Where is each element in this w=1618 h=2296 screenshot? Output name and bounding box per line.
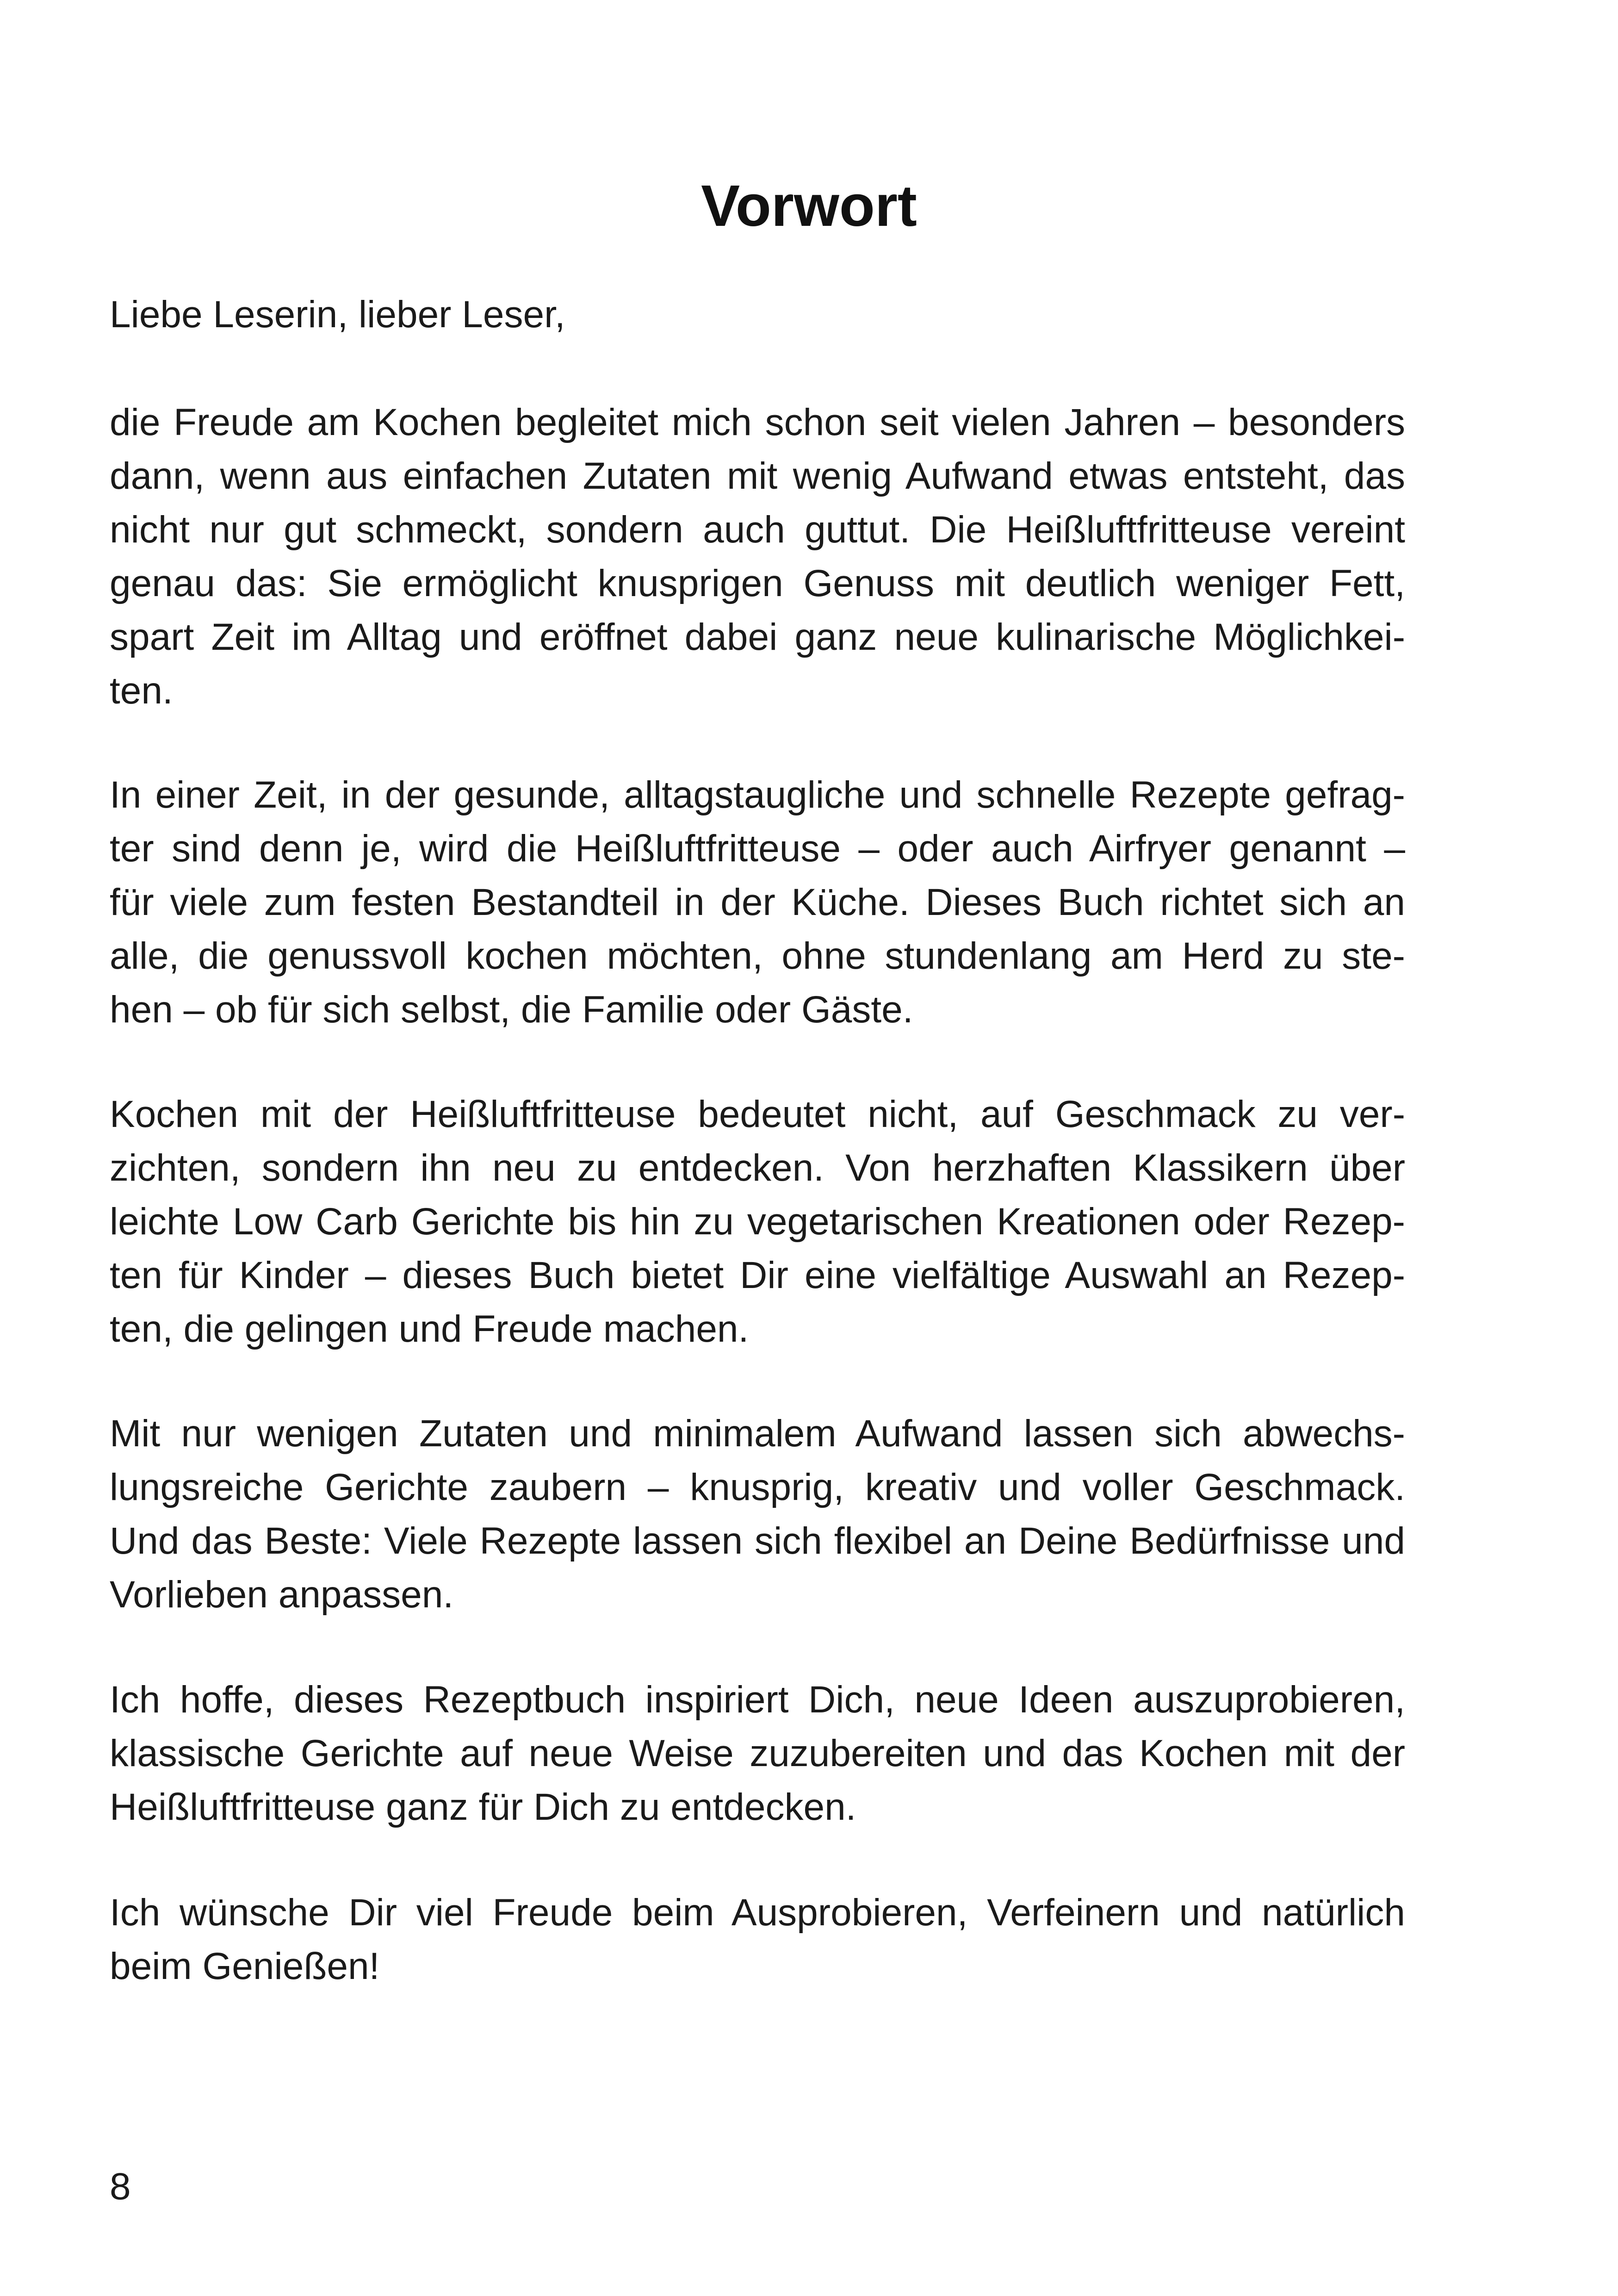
paragraph-line: In einer Zeit, in der gesunde, alltagstaugliche und schnelle Rezepte gefrag-: [110, 774, 1405, 816]
paragraph-line: Heißluftfritteuse ganz für Dich zu entdecken.: [110, 1786, 856, 1828]
paragraph-line: ter sind denn je, wird die Heißluftfritteuse – oder auch Airfryer genannt –: [110, 828, 1405, 870]
paragraph-line: Ich hoffe, dieses Rezeptbuch inspiriert Dich, neue Ideen auszuprobieren,: [110, 1679, 1405, 1721]
paragraph-line: Und das Beste: Viele Rezepte lassen sich flexibel an Deine Bedürfnisse und: [110, 1520, 1405, 1562]
paragraph-line: beim Genießen!: [110, 1945, 380, 1987]
paragraph-line: klassische Gerichte auf neue Weise zuzubereiten und das Kochen mit der: [110, 1732, 1405, 1774]
paragraph-4: [110, 1407, 1405, 1622]
page-title: Vorwort: [701, 173, 917, 238]
paragraph-6: [110, 1886, 1405, 1993]
paragraph-line: für viele zum festen Bestandteil in der Küche. Dieses Buch richtet sich an: [110, 881, 1405, 923]
page-number: 8: [110, 2165, 131, 2208]
paragraph-line: Kochen mit der Heißluftfritteuse bedeutet nicht, auf Geschmack zu ver-: [110, 1093, 1405, 1135]
paragraph-line: Vorlieben anpassen.: [110, 1574, 454, 1616]
paragraph-line: Ich wünsche Dir viel Freude beim Ausprobieren, Verfeinern und natürlich: [110, 1892, 1405, 1934]
paragraph-line: leichte Low Carb Gerichte bis hin zu vegetarischen Kreationen oder Rezep-: [110, 1201, 1405, 1243]
paragraph-5: [110, 1673, 1405, 1834]
paragraph-line: die Freude am Kochen begleitet mich schon seit vielen Jahren – besonders: [110, 401, 1405, 443]
paragraph-line: hen – ob für sich selbst, die Familie oder Gäste.: [110, 989, 913, 1031]
paragraph-line: ten.: [110, 670, 173, 712]
paragraph-line: dann, wenn aus einfachen Zutaten mit wenig Aufwand etwas entsteht, das: [110, 455, 1405, 497]
paragraph-line: nicht nur gut schmeckt, sondern auch guttut. Die Heißluftfritteuse vereint: [110, 509, 1405, 551]
paragraph-3: [110, 1088, 1405, 1356]
paragraph-line: ten, die gelingen und Freude machen.: [110, 1308, 749, 1350]
paragraph-line: spart Zeit im Alltag und eröffnet dabei ganz neue kulinarische Möglichkei-: [110, 616, 1405, 658]
paragraph-line: ten für Kinder – dieses Buch bietet Dir eine vielfältige Auswahl an Rezep-: [110, 1254, 1405, 1296]
paragraph-2: [110, 768, 1405, 1037]
paragraph-line: alle, die genussvoll kochen möchten, ohne stundenlang am Herd zu ste-: [110, 935, 1405, 977]
paragraph-line: genau das: Sie ermöglicht knusprigen Genuss mit deutlich weniger Fett,: [110, 562, 1405, 604]
paragraph-line: lungsreiche Gerichte zaubern – knusprig, kreativ und voller Geschmack.: [110, 1466, 1405, 1508]
salutation: Liebe Leserin, lieber Leser,: [110, 293, 565, 336]
paragraph-line: zichten, sondern ihn neu zu entdecken. Von herzhaften Klassikern über: [110, 1147, 1405, 1189]
paragraph-1: [110, 396, 1405, 718]
paragraph-line: Mit nur wenigen Zutaten und minimalem Aufwand lassen sich abwechs-: [110, 1412, 1405, 1455]
